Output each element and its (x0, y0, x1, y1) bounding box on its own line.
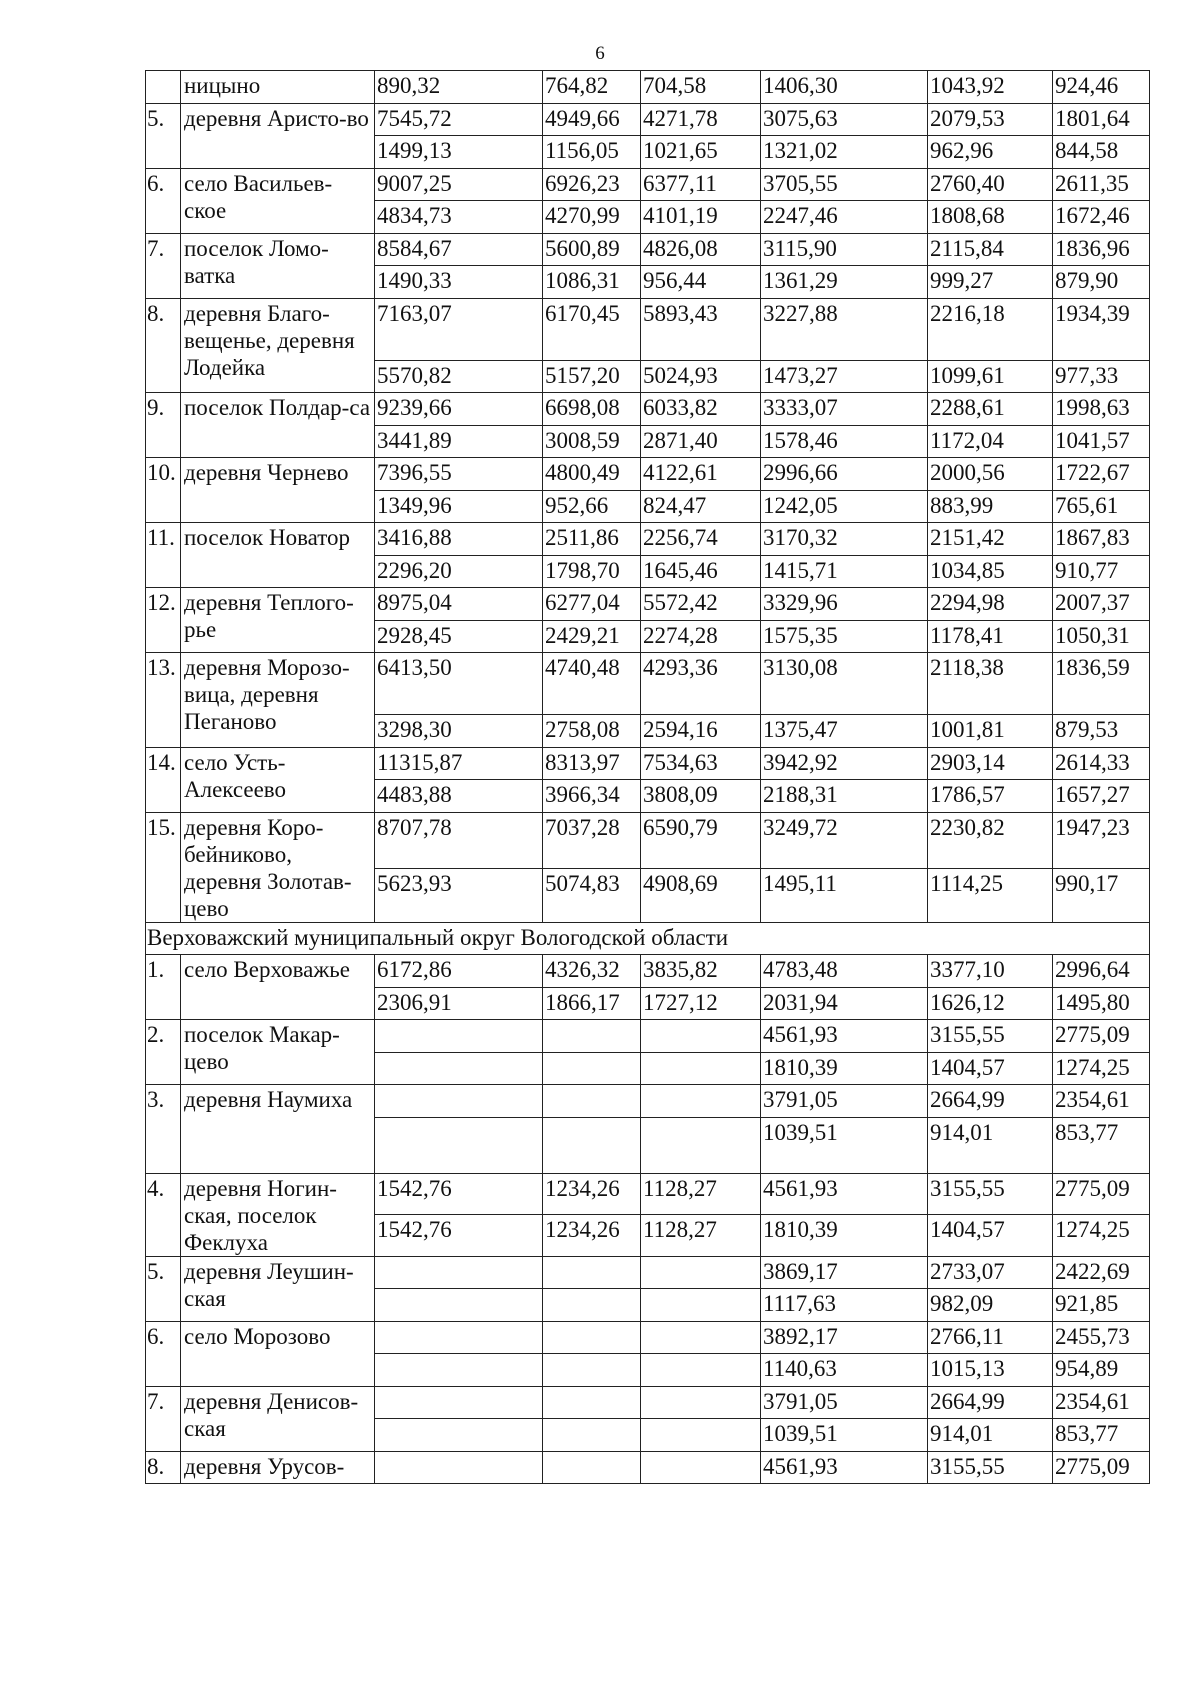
value-cell: 4101,19 (641, 201, 761, 234)
value-cell: 1645,46 (641, 555, 761, 588)
value-cell (543, 1085, 641, 1118)
place-name-cell: село Верховажье (181, 955, 375, 1020)
value-cell: 2274,28 (641, 620, 761, 653)
value-cell: 1657,27 (1053, 780, 1150, 813)
value-cell: 7037,28 (543, 812, 641, 868)
value-cell: 1039,51 (761, 1117, 928, 1173)
value-cell: 7163,07 (375, 298, 543, 360)
value-cell: 6377,11 (641, 168, 761, 201)
value-cell: 1178,41 (928, 620, 1053, 653)
value-cell: 2429,21 (543, 620, 641, 653)
place-name-cell: село Усть-Алексеево (181, 747, 375, 812)
value-cell (641, 1052, 761, 1085)
value-cell: 1349,96 (375, 490, 543, 523)
table-row (146, 1386, 1150, 1419)
value-cell: 910,77 (1053, 555, 1150, 588)
value-cell: 4561,93 (761, 1173, 928, 1215)
value-cell: 1156,05 (543, 136, 641, 169)
value-cell: 3966,34 (543, 780, 641, 813)
value-cell (543, 1289, 641, 1322)
value-cell (375, 1321, 543, 1354)
value-cell: 1495,80 (1053, 987, 1150, 1020)
value-cell: 1473,27 (761, 360, 928, 393)
value-cell: 4800,49 (543, 458, 641, 491)
value-cell: 6698,08 (543, 393, 641, 426)
value-cell: 1542,76 (375, 1215, 543, 1257)
value-cell: 1575,35 (761, 620, 928, 653)
value-cell: 2296,20 (375, 555, 543, 588)
table-row (146, 168, 1150, 201)
value-cell: 4122,61 (641, 458, 761, 491)
value-cell: 1274,25 (1053, 1215, 1150, 1257)
place-name-cell: деревня Ногин-ская, поселок Феклуха (181, 1173, 375, 1256)
value-cell: 1947,23 (1053, 812, 1150, 868)
place-name-cell: село Васильев-ское (181, 168, 375, 233)
table-row (146, 1321, 1150, 1354)
place-name-cell: деревня Морозо-вица, деревня Пеганово (181, 653, 375, 748)
value-cell: 2007,37 (1053, 588, 1150, 621)
value-cell: 1867,83 (1053, 523, 1150, 556)
row-number-cell: 7. (146, 233, 181, 298)
value-cell: 1140,63 (761, 1354, 928, 1387)
value-cell: 2256,74 (641, 523, 761, 556)
value-cell: 3008,59 (543, 425, 641, 458)
value-cell (641, 1321, 761, 1354)
value-cell: 824,47 (641, 490, 761, 523)
value-cell: 2288,61 (928, 393, 1053, 426)
value-cell: 1001,81 (928, 715, 1053, 748)
value-cell: 1722,67 (1053, 458, 1150, 491)
value-cell (641, 1289, 761, 1322)
value-cell: 3416,88 (375, 523, 543, 556)
value-cell: 990,17 (1053, 868, 1150, 922)
table-row (146, 1085, 1150, 1118)
value-cell: 1998,63 (1053, 393, 1150, 426)
value-cell: 3705,55 (761, 168, 928, 201)
value-cell: 1172,04 (928, 425, 1053, 458)
value-cell: 2115,84 (928, 233, 1053, 266)
value-cell: 5893,43 (641, 298, 761, 360)
value-cell: 6277,04 (543, 588, 641, 621)
value-cell: 8584,67 (375, 233, 543, 266)
value-cell: 1375,47 (761, 715, 928, 748)
value-cell: 2664,99 (928, 1085, 1053, 1118)
value-cell: 3791,05 (761, 1085, 928, 1118)
value-cell (641, 1117, 761, 1173)
value-cell (375, 1451, 543, 1484)
value-cell (641, 1354, 761, 1387)
value-cell: 3377,10 (928, 955, 1053, 988)
row-number-cell: 3. (146, 1085, 181, 1174)
value-cell: 8707,78 (375, 812, 543, 868)
value-cell: 2775,09 (1053, 1451, 1150, 1484)
value-cell: 1798,70 (543, 555, 641, 588)
value-cell: 879,90 (1053, 266, 1150, 299)
value-cell: 853,77 (1053, 1419, 1150, 1452)
value-cell: 890,32 (375, 71, 543, 104)
value-cell: 1672,46 (1053, 201, 1150, 234)
table-row (146, 1451, 1150, 1484)
value-cell: 2422,69 (1053, 1256, 1150, 1289)
value-cell: 9007,25 (375, 168, 543, 201)
value-cell: 3170,32 (761, 523, 928, 556)
value-cell (375, 1052, 543, 1085)
value-cell: 6170,45 (543, 298, 641, 360)
table-row (146, 393, 1150, 426)
value-cell: 1810,39 (761, 1052, 928, 1085)
value-cell: 704,58 (641, 71, 761, 104)
value-cell: 4483,88 (375, 780, 543, 813)
row-number-cell: 14. (146, 747, 181, 812)
value-cell (375, 1020, 543, 1053)
place-name-cell: деревня Леушин-ская (181, 1256, 375, 1321)
table-row (146, 523, 1150, 556)
place-name-cell: деревня Теплого-рье (181, 588, 375, 653)
value-cell: 5074,83 (543, 868, 641, 922)
value-cell: 4270,99 (543, 201, 641, 234)
value-cell (641, 1451, 761, 1484)
value-cell: 9239,66 (375, 393, 543, 426)
value-cell: 1234,26 (543, 1173, 641, 1215)
value-cell: 4293,36 (641, 653, 761, 715)
table-row (146, 458, 1150, 491)
value-cell: 1041,57 (1053, 425, 1150, 458)
row-number-cell: 1. (146, 955, 181, 1020)
value-cell: 3227,88 (761, 298, 928, 360)
row-number-cell: 4. (146, 1173, 181, 1256)
value-cell: 764,82 (543, 71, 641, 104)
value-cell (375, 1354, 543, 1387)
value-cell: 5600,89 (543, 233, 641, 266)
page-number: 6 (595, 43, 605, 64)
row-number-cell: 6. (146, 168, 181, 233)
value-cell: 1128,27 (641, 1215, 761, 1257)
value-cell: 6590,79 (641, 812, 761, 868)
value-cell: 1242,05 (761, 490, 928, 523)
value-cell (375, 1289, 543, 1322)
row-number-cell: 5. (146, 1256, 181, 1321)
value-cell: 1234,26 (543, 1215, 641, 1257)
value-cell (543, 1020, 641, 1053)
value-cell: 1490,33 (375, 266, 543, 299)
value-cell: 977,33 (1053, 360, 1150, 393)
value-cell: 4740,48 (543, 653, 641, 715)
table-row (146, 1020, 1150, 1053)
value-cell: 3869,17 (761, 1256, 928, 1289)
value-cell: 6926,23 (543, 168, 641, 201)
value-cell: 962,96 (928, 136, 1053, 169)
value-cell: 1415,71 (761, 555, 928, 588)
value-cell (641, 1419, 761, 1452)
row-number-cell: 7. (146, 1386, 181, 1451)
value-cell: 1934,39 (1053, 298, 1150, 360)
value-cell: 3892,17 (761, 1321, 928, 1354)
value-cell: 982,09 (928, 1289, 1053, 1322)
value-cell: 3808,09 (641, 780, 761, 813)
value-cell: 952,66 (543, 490, 641, 523)
value-cell: 3075,63 (761, 103, 928, 136)
place-name-cell: поселок Макар-цево (181, 1020, 375, 1085)
value-cell: 7396,55 (375, 458, 543, 491)
table-row (146, 233, 1150, 266)
value-cell: 3155,55 (928, 1020, 1053, 1053)
table-row (146, 71, 1150, 104)
value-cell: 1128,27 (641, 1173, 761, 1215)
value-cell: 4561,93 (761, 1020, 928, 1053)
value-cell: 2766,11 (928, 1321, 1053, 1354)
place-name-cell: деревня Благо-вещенье, деревня Лодейка (181, 298, 375, 393)
value-cell: 7545,72 (375, 103, 543, 136)
table-row (146, 922, 1150, 955)
value-cell (375, 1085, 543, 1118)
value-cell: 2247,46 (761, 201, 928, 234)
place-name-cell: ницыно (181, 71, 375, 104)
table-row (146, 812, 1150, 868)
value-cell (543, 1256, 641, 1289)
value-cell: 4326,32 (543, 955, 641, 988)
value-cell: 2760,40 (928, 168, 1053, 201)
value-cell: 1866,17 (543, 987, 641, 1020)
value-cell: 2354,61 (1053, 1085, 1150, 1118)
place-name-cell: село Морозово (181, 1321, 375, 1386)
value-cell (641, 1085, 761, 1118)
value-cell (543, 1321, 641, 1354)
value-cell: 2354,61 (1053, 1386, 1150, 1419)
value-cell: 3441,89 (375, 425, 543, 458)
value-cell: 1117,63 (761, 1289, 928, 1322)
value-cell: 2594,16 (641, 715, 761, 748)
value-cell: 2996,66 (761, 458, 928, 491)
value-cell: 6033,82 (641, 393, 761, 426)
row-number-cell: 5. (146, 103, 181, 168)
value-cell: 999,27 (928, 266, 1053, 299)
value-cell: 1801,64 (1053, 103, 1150, 136)
place-name-cell: деревня Аристо-во (181, 103, 375, 168)
place-name-cell: деревня Чернево (181, 458, 375, 523)
value-cell: 1495,11 (761, 868, 928, 922)
row-number-cell: 10. (146, 458, 181, 523)
row-number-cell: 13. (146, 653, 181, 748)
value-cell: 5570,82 (375, 360, 543, 393)
value-cell: 3155,55 (928, 1173, 1053, 1215)
value-cell (641, 1020, 761, 1053)
row-number-cell: 6. (146, 1321, 181, 1386)
place-name-cell: поселок Полдар-са (181, 393, 375, 458)
value-cell: 2928,45 (375, 620, 543, 653)
value-cell: 2151,42 (928, 523, 1053, 556)
value-cell: 2188,31 (761, 780, 928, 813)
value-cell: 1321,02 (761, 136, 928, 169)
value-cell: 1808,68 (928, 201, 1053, 234)
value-cell: 1727,12 (641, 987, 761, 1020)
value-cell (641, 1386, 761, 1419)
value-cell: 1015,13 (928, 1354, 1053, 1387)
value-cell (375, 1256, 543, 1289)
value-cell: 7534,63 (641, 747, 761, 780)
value-cell: 1578,46 (761, 425, 928, 458)
value-cell: 914,01 (928, 1419, 1053, 1452)
value-cell: 879,53 (1053, 715, 1150, 748)
value-cell: 2294,98 (928, 588, 1053, 621)
value-cell: 765,61 (1053, 490, 1150, 523)
value-cell (543, 1386, 641, 1419)
row-number-cell: 2. (146, 1020, 181, 1085)
value-cell: 1406,30 (761, 71, 928, 104)
value-cell: 2871,40 (641, 425, 761, 458)
table-row (146, 1173, 1150, 1215)
value-cell: 1404,57 (928, 1052, 1053, 1085)
value-cell: 2306,91 (375, 987, 543, 1020)
value-cell: 3249,72 (761, 812, 928, 868)
value-cell: 8313,97 (543, 747, 641, 780)
value-cell (375, 1386, 543, 1419)
value-cell: 2216,18 (928, 298, 1053, 360)
value-cell: 11315,87 (375, 747, 543, 780)
value-cell (543, 1052, 641, 1085)
value-cell: 4561,93 (761, 1451, 928, 1484)
value-cell: 2031,94 (761, 987, 928, 1020)
table-row (146, 1256, 1150, 1289)
value-cell: 2996,64 (1053, 955, 1150, 988)
value-cell: 2118,38 (928, 653, 1053, 715)
value-cell: 8975,04 (375, 588, 543, 621)
value-cell: 3333,07 (761, 393, 928, 426)
value-cell (543, 1451, 641, 1484)
value-cell (146, 71, 181, 104)
value-cell: 2614,33 (1053, 747, 1150, 780)
value-cell: 1274,25 (1053, 1052, 1150, 1085)
value-cell (375, 1419, 543, 1452)
value-cell: 1499,13 (375, 136, 543, 169)
value-cell: 1039,51 (761, 1419, 928, 1452)
value-cell: 1836,59 (1053, 653, 1150, 715)
tariff-table (145, 70, 1150, 1484)
place-name-cell: поселок Новатор (181, 523, 375, 588)
value-cell: 1099,61 (928, 360, 1053, 393)
value-cell: 4834,73 (375, 201, 543, 234)
value-cell: 921,85 (1053, 1289, 1150, 1322)
value-cell: 4949,66 (543, 103, 641, 136)
value-cell: 956,44 (641, 266, 761, 299)
value-cell (543, 1117, 641, 1173)
row-number-cell: 8. (146, 1451, 181, 1484)
value-cell: 2611,35 (1053, 168, 1150, 201)
value-cell: 4826,08 (641, 233, 761, 266)
value-cell: 1542,76 (375, 1173, 543, 1215)
value-cell: 853,77 (1053, 1117, 1150, 1173)
value-cell: 2000,56 (928, 458, 1053, 491)
value-cell: 2230,82 (928, 812, 1053, 868)
row-number-cell: 12. (146, 588, 181, 653)
value-cell: 1836,96 (1053, 233, 1150, 266)
value-cell: 1043,92 (928, 71, 1053, 104)
value-cell: 3942,92 (761, 747, 928, 780)
table-row (146, 298, 1150, 360)
value-cell: 2775,09 (1053, 1173, 1150, 1215)
value-cell: 914,01 (928, 1117, 1053, 1173)
place-name-cell: деревня Наумиха (181, 1085, 375, 1174)
section-header-cell: Верховажский муниципальный округ Вологодской области (146, 922, 1150, 955)
value-cell (641, 1256, 761, 1289)
value-cell: 1086,31 (543, 266, 641, 299)
value-cell: 3329,96 (761, 588, 928, 621)
value-cell: 3791,05 (761, 1386, 928, 1419)
value-cell: 1810,39 (761, 1215, 928, 1257)
value-cell: 1404,57 (928, 1215, 1053, 1257)
value-cell: 3835,82 (641, 955, 761, 988)
table-row (146, 955, 1150, 988)
place-name-cell: деревня Урусов- (181, 1451, 375, 1484)
table-row (146, 103, 1150, 136)
place-name-cell: деревня Коро-бейниково, деревня Золотав-цево (181, 812, 375, 922)
value-cell: 6413,50 (375, 653, 543, 715)
value-cell: 4783,48 (761, 955, 928, 988)
value-cell: 2733,07 (928, 1256, 1053, 1289)
value-cell: 1626,12 (928, 987, 1053, 1020)
value-cell: 4908,69 (641, 868, 761, 922)
value-cell: 3298,30 (375, 715, 543, 748)
table-row (146, 747, 1150, 780)
value-cell: 6172,86 (375, 955, 543, 988)
value-cell: 924,46 (1053, 71, 1150, 104)
value-cell: 5157,20 (543, 360, 641, 393)
value-cell: 5024,93 (641, 360, 761, 393)
value-cell (375, 1117, 543, 1173)
value-cell: 5623,93 (375, 868, 543, 922)
value-cell: 2664,99 (928, 1386, 1053, 1419)
value-cell: 3130,08 (761, 653, 928, 715)
value-cell: 883,99 (928, 490, 1053, 523)
value-cell: 3115,90 (761, 233, 928, 266)
tariff-table-body (146, 71, 1150, 1484)
place-name-cell: деревня Денисов-ская (181, 1386, 375, 1451)
row-number-cell: 15. (146, 812, 181, 922)
value-cell: 2455,73 (1053, 1321, 1150, 1354)
value-cell: 2079,53 (928, 103, 1053, 136)
value-cell: 954,89 (1053, 1354, 1150, 1387)
table-row (146, 588, 1150, 621)
value-cell: 844,58 (1053, 136, 1150, 169)
value-cell: 2758,08 (543, 715, 641, 748)
value-cell: 1786,57 (928, 780, 1053, 813)
value-cell: 5572,42 (641, 588, 761, 621)
value-cell: 2775,09 (1053, 1020, 1150, 1053)
value-cell (543, 1419, 641, 1452)
value-cell: 1361,29 (761, 266, 928, 299)
row-number-cell: 11. (146, 523, 181, 588)
value-cell: 2511,86 (543, 523, 641, 556)
value-cell: 1034,85 (928, 555, 1053, 588)
value-cell: 1021,65 (641, 136, 761, 169)
table-row (146, 653, 1150, 715)
value-cell: 1114,25 (928, 868, 1053, 922)
value-cell (543, 1354, 641, 1387)
value-cell: 4271,78 (641, 103, 761, 136)
row-number-cell: 8. (146, 298, 181, 393)
place-name-cell: поселок Ломо-ватка (181, 233, 375, 298)
value-cell: 3155,55 (928, 1451, 1053, 1484)
value-cell: 1050,31 (1053, 620, 1150, 653)
row-number-cell: 9. (146, 393, 181, 458)
value-cell: 2903,14 (928, 747, 1053, 780)
